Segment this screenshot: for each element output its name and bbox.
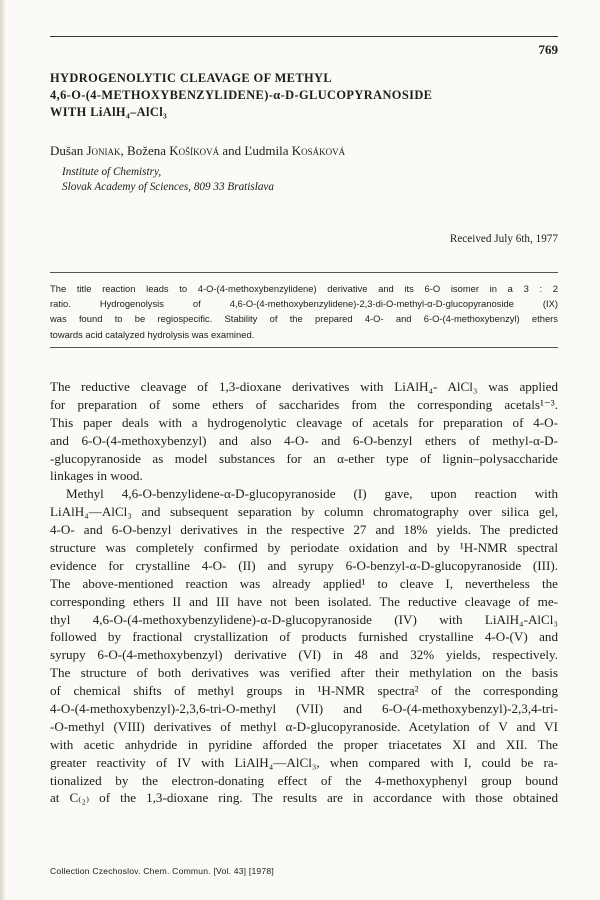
page-edge-shadow bbox=[0, 0, 6, 900]
header-rule bbox=[50, 36, 558, 37]
body-line: Methyl 4,6-O-benzylidene-α-D-glucopyranoside (I) gave, upon reaction with bbox=[66, 486, 558, 502]
body-line: -O-methyl (VIII) derivatives of methyl α-D-glucopyranoside. Acetylation of V and VI bbox=[50, 718, 558, 734]
abstract-line: towards acid catalyzed hydrolysis was examined. bbox=[50, 328, 255, 340]
body-line: -glucopyranoside as model substances for an α-ether type of lignin–polysaccharide bbox=[50, 450, 558, 466]
received-date: Received July 6th, 1977 bbox=[449, 233, 558, 245]
author-list bbox=[50, 143, 345, 159]
body-line: with acetic anhydride in pyridine afforded the proper triacetates XI and XII. The bbox=[50, 736, 558, 752]
body-line: linkages in wood. bbox=[50, 468, 143, 484]
body-line: tionalized by the electron-donating effect of the 4-methoxyphenyl group bound bbox=[50, 772, 558, 788]
body-line: at C₍₂₎ of the 1,3-dioxane ring. The results are in accordance with those obtained bbox=[50, 790, 558, 806]
article-body bbox=[50, 378, 558, 807]
body-line: corresponding ethers II and III have not been isolated. The reductive cleavage of me- bbox=[50, 593, 558, 609]
body-line: This paper deals with a hydrogenolytic cleavage of acetals for preparation of 4-O- bbox=[50, 414, 558, 430]
body-line: syrupy 6-O-(4-methoxybenzyl) derivative (VI) in 48 and 32% yields, respectively. bbox=[50, 647, 558, 663]
title-line-1: HYDROGENOLYTIC CLEAVAGE OF METHYL bbox=[50, 71, 333, 85]
author-surname: Košíková bbox=[169, 143, 220, 158]
author-first-name: , Božena bbox=[120, 143, 170, 158]
affiliation-line-1: Institute of Chemistry, bbox=[62, 166, 162, 178]
author-surname: Kosáková bbox=[291, 143, 346, 158]
author-first-name: and Ľudmila bbox=[219, 143, 292, 158]
abstract-bottom-rule bbox=[50, 347, 558, 348]
article-title bbox=[50, 70, 560, 121]
body-line: greater reactivity of IV with LiAlH₄—AlCl₃, when compared with I, could be ra- bbox=[50, 754, 558, 770]
body-line: evidence for crystalline 4-O- (II) and syrupy 6-O-benzyl-α-D-glucopyranoside (III). bbox=[50, 557, 558, 573]
body-line: 4-O- and 6-O-benzyl derivatives in the respective 27 and 18% yields. The predicted bbox=[50, 522, 558, 538]
title-line-2: 4,6-O-(4-METHOXYBENZYLIDENE)-α-D-GLUCOPYRANOSIDE bbox=[50, 88, 433, 102]
body-line: for preparation of some ethers of saccharides from the corresponding acetals¹⁻³. bbox=[50, 396, 558, 412]
body-line: The reductive cleavage of 1,3-dioxane derivatives with LiAlH₄- AlCl₃ was applied bbox=[50, 379, 558, 394]
abstract-top-rule bbox=[50, 272, 558, 273]
body-line: followed by fractional crystallization of products furnished crystalline 4-O-(V) and bbox=[50, 629, 558, 645]
body-line: of chemical shifts of methyl groups in ¹H-NMR spectra² of the corresponding bbox=[50, 683, 558, 699]
body-line: The above-mentioned reaction was already applied¹ to cleave I, nevertheless the bbox=[50, 575, 558, 591]
body-line: and 6-O-(4-methoxybenzyl) and also 4-O- and 6-O-benzyl ethers of methyl-α-D- bbox=[50, 432, 558, 448]
body-line: thyl 4,6-O-(4-methoxybenzylidene)-α-D-glucopyranoside (IV) with LiAlH₄-AlCl₃ bbox=[50, 611, 558, 627]
author-first-name: Dušan bbox=[50, 143, 87, 158]
affiliation-line-2: Slovak Academy of Sciences, 809 33 Bratislava bbox=[62, 181, 274, 193]
journal-footer: Collection Czechoslov. Chem. Commun. [Vol. 43] [1978] bbox=[50, 866, 274, 876]
affiliation bbox=[62, 165, 274, 195]
body-line: 4-O-(4-methoxybenzyl)-2,3,6-tri-O-methyl (VII) and 6-O-(4-methoxybenzyl)-2,3,4-tri- bbox=[50, 701, 558, 717]
abstract-line: was found to be regiospecific. Stability of the prepared 4-O- and 6-O-(4-methoxybenzyl) ethers bbox=[50, 313, 558, 325]
abstract-line: ratio. Hydrogenolysis of 4,6-O-(4-methoxybenzylidene)-2,3-di-O-methyl-α-D-glucopyranoside (IX) bbox=[50, 298, 558, 310]
page-number: 769 bbox=[538, 42, 558, 57]
author-surname: Joniak bbox=[86, 143, 121, 158]
body-line: The structure of both derivatives was verified after their methylation on the basis bbox=[50, 665, 558, 681]
body-line: structure was completely confirmed by periodate oxidation and by ¹H-NMR spectral bbox=[50, 540, 558, 556]
abstract bbox=[50, 281, 558, 342]
abstract-line: The title reaction leads to 4-O-(4-methoxybenzylidene) derivative and its 6-O isomer in a 3 : 2 bbox=[50, 283, 558, 294]
body-line: LiAlH₄—AlCl₃ and subsequent separation by column chromatography over silica gel, bbox=[50, 504, 558, 520]
title-line-3: WITH LiAlH₄–AlCl₃ bbox=[50, 105, 168, 119]
